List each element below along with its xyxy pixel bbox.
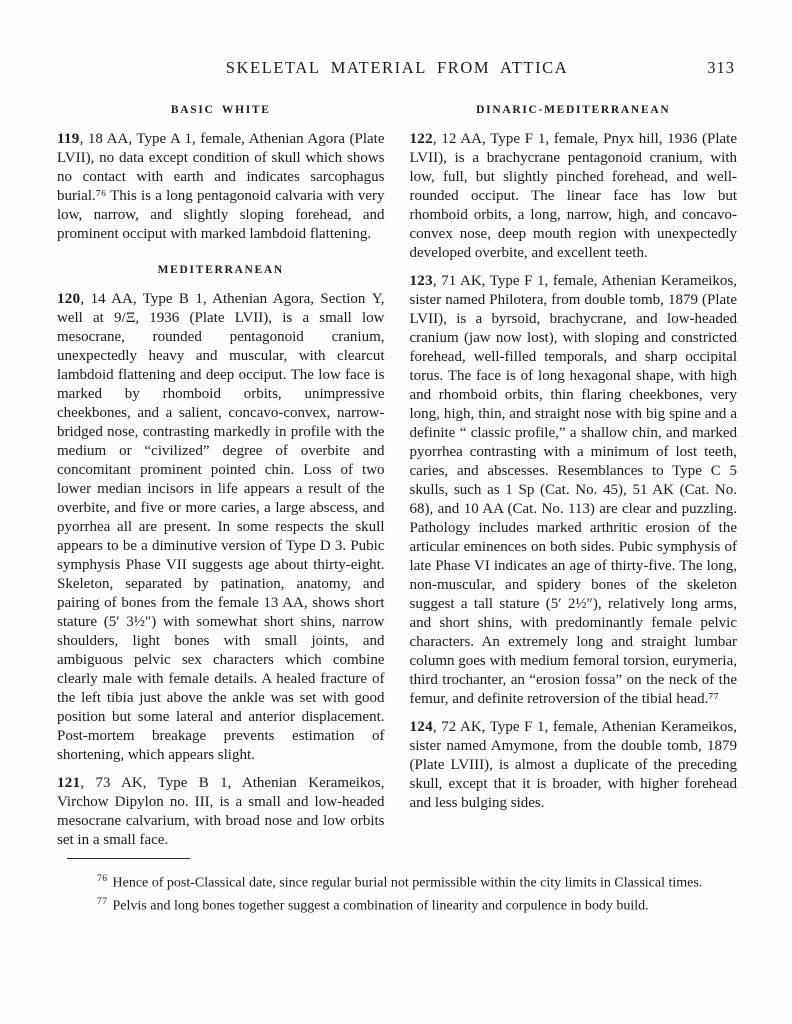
catalog-number: 119 (57, 131, 80, 147)
catalog-number: 121 (57, 775, 81, 791)
catalog-number: 122 (409, 131, 433, 147)
running-head (57, 58, 737, 80)
catalog-entry-120 (57, 290, 385, 765)
catalog-number: 124 (409, 719, 433, 735)
entry-text: , 18 AA, Type A 1, female, Athenian Agora (Plate LVII), no data except condition of skull which shows no contact with earth and indicates sarcophagus burial.⁷⁶ This is a long pentagonoid calvaria with very low, narrow, and slightly sloping forehead, and prominent occiput with marked lambdoid flattening. (57, 131, 385, 242)
catalog-number: 123 (409, 273, 433, 289)
footnote-text: Pelvis and long bones together suggest a combination of linearity and corpulence in body build. (112, 898, 649, 914)
footnote-text: Hence of post-Classical date, since regular burial not permissible within the city limits in Classical times. (112, 875, 703, 891)
entry-text: , 14 AA, Type B 1, Athenian Agora, Section Υ, well at 9/Ξ, 1936 (Plate LVII), is a small low mesocrane, rounded pentagonoid cranium, unexpectedly heavy and muscular, with clearcut lambdoid flattening and deep occiput. The low face is marked by rhomboid orbits, unimpressive cheekbones, and a salient, concavo-convex, narrow-bridged nose, contrasting markedly in profile with the medium or “civilized” degree of overbite and concomitant prominent pointed chin. Loss of two lower median incisors in life appears a result of the overbite, and five or more caries, a large abscess, and pyorrhea all are present. In some respects the skull appears to be a diminutive version of Type D 3. Pubic symphysis Phase VII suggests age about thirty-eight. Skeleton, separated by patination, anatomy, and pairing of bones from the female 13 AA, shows short stature (5′ 3½″) with somewhat short shins, narrow shoulders, light bones with small joints, and ambiguous pelvic sex characters which combine clearly male with female details. A healed fracture of the left tibia just above the ankle was set with good position but some lateral and anterior displacement. Post-mortem breakage prevents estimation of shortening, which appears slight. (57, 291, 385, 763)
catalog-entry-123 (410, 272, 738, 709)
column-right (410, 104, 738, 850)
two-column-body (57, 104, 737, 850)
page-title: SKELETAL MATERIAL FROM ATTICA (225, 58, 569, 77)
footnotes (57, 870, 737, 917)
section-heading: DINARIC-MEDITERRANEAN (476, 104, 671, 116)
catalog-entry-119 (57, 130, 385, 244)
catalog-entry-121 (57, 774, 385, 850)
section-heading: BASIC WHITE (170, 104, 271, 116)
column-left (57, 104, 385, 850)
footnote-77 (57, 893, 737, 916)
catalog-number: 120 (57, 291, 81, 307)
footnote-marker: 77 (97, 897, 108, 908)
section-basic-white (57, 104, 385, 244)
footnote-marker: 76 (97, 874, 108, 884)
footnote-separator (67, 858, 190, 859)
entry-text: , 12 AA, Type F 1, female, Pnyx hill, 1936 (Plate LVII), is a brachycrane pentagonoid cranium, with low, full, but slightly pinched forehead, and well-rounded occiput. The linear face has low but rhomboid orbits, a long, narrow, high, and concavo-convex nose, deep mouth region with unexpectedly developed overbite, and excellent teeth. (409, 131, 737, 261)
footnote-block (57, 858, 737, 917)
section-dinaric-mediterranean (410, 104, 738, 813)
entry-text: , 71 AK, Type F 1, female, Athenian Kerameikos, sister named Philotera, from double tomb, 1879 (Plate LVII), is a byrsoid, brachycrane, and low-headed cranium (jaw now lost), with sloping and constricted forehead, well-filled temporals, and sharp occipital torus. The face is of long hexagonal shape, with high and rhomboid orbits, thin flaring cheekbones, very long, high, thin, and straight nose with big spine and a definite “ classic profile,” a shallow chin, and marked pyorrhea contrasting with a minimum of lost teeth, caries, and abscesses. Resemblances to Type C 5 skulls, such as 1 Sp (Cat. No. 45), 51 AK (Cat. No. 68), and 10 AA (Cat. No. 113) are clear and puzzling. Pathology includes marked arthritic erosion of the articular eminences on both sides. Pubic symphysis of late Phase VI indicates an age of thirty-five. The long, non-muscular, and spidery bones of the skeleton suggest a tall stature (5′ 2½″), relatively long arms, and short shins, with predominantly female pelvic characters. An extremely long and straight lumbar column goes with medium femoral torsion, eurymeria, third trochanter, an “erosion fossa” on the neck of the femur, and definite retroversion of the tibial head.⁷⁷ (409, 273, 737, 707)
catalog-entry-122 (410, 130, 738, 263)
footnote-76 (57, 870, 737, 893)
section-heading: MEDITERRANEAN (157, 264, 284, 276)
catalog-entry-124 (410, 718, 738, 813)
entry-text: , 73 AK, Type B 1, Athenian Kerameikos, Virchow Dipylon no. III, is a small and low-headed mesocrane calvarium, with broad nose and low orbits set in a small face. (57, 775, 385, 848)
entry-text: , 72 AK, Type F 1, female, Athenian Kerameikos, sister named Amymone, from the double tomb, 1879 (Plate LVIII), is almost a duplicate of the preceding skull, except that it is broader, with higher forehead and less bulging sides. (409, 719, 737, 811)
page-number: 313 (707, 58, 735, 77)
section-mediterranean (57, 264, 385, 850)
